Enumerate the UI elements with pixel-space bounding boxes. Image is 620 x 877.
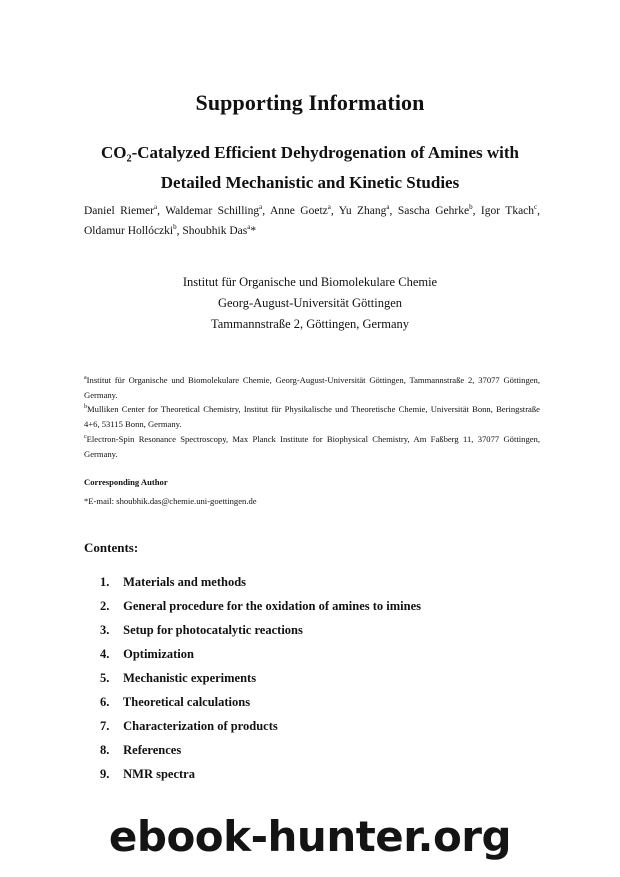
toc-item: 3. Setup for photocatalytic reactions [100,623,303,637]
toc-item: 5. Mechanistic experiments [100,671,257,685]
table-of-contents [100,573,421,789]
toc-item: 8. References [100,743,182,757]
author: Oldamur Hollóczki$^b$, [84,223,183,237]
author: Sascha Gehrke$^b$, [397,203,481,217]
toc-item: 1. Materials and methods [100,575,247,589]
affiliation-note: $^a$Institut für Organische und Biomolekulare Chemie, Georg-August-Universität Göttingen, Tammannstraße 2, 37077 Göttingen, Germany. [84,375,540,400]
affiliation-notes [84,373,540,461]
address-line-2: Georg-August-Universität Göttingen [217,296,403,310]
author: Shoubhik Das$^a$* [182,223,257,237]
toc-item: 2. General procedure for the oxidation of amines to imines [100,599,422,613]
author: Yu Zhang$^a$, [338,203,398,217]
author: Anne Goetz$^a$, [269,203,339,217]
toc-item: 6. Theoretical calculations [100,695,251,709]
affiliation-note: $^b$Mulliken Center for Theoretical Chemistry, Institut für Physikalische und Theoretische Chemie, Universität Bonn, Beringstraße 4+6, 53115 Bonn, Germany. [84,404,540,430]
watermark: ebook-hunter.org [108,812,512,861]
paper-title-line-1: CO₂-Catalyzed Efficient Dehydrogenation of Amines with [101,143,519,162]
toc-item: 9. NMR spectra [100,767,195,781]
affiliation-note: $^c$Electron-Spin Resonance Spectroscopy, Max Planck Institute for Biophysical Chemistry, Am Faßberg 11, 37077 Göttingen, Germany. [84,433,540,459]
address-line-3: Tammannstraße 2, Göttingen, Germany [210,317,410,331]
toc-item: 7. Characterization of products [100,719,278,733]
corresponding-author-heading: Corresponding Author [84,477,168,487]
corresponding-email: *E-mail: shoubhik.das@chemie.uni-goettingen.de [84,496,257,506]
author: Igor Tkach$^c$, [480,203,541,217]
toc-item: 4. Optimization [100,647,194,661]
author: Waldemar Schilling$^a$, [165,203,270,217]
paper-title-line-2: Detailed Mechanistic and Kinetic Studies [160,173,460,192]
address-line-1: Institut für Organische und Biomolekulare Chemie [182,275,438,289]
author-list [84,201,540,241]
author: Daniel Riemer$^a$, [84,203,166,217]
page-title: Supporting Information [195,90,425,115]
contents-heading: Contents: [84,540,139,555]
